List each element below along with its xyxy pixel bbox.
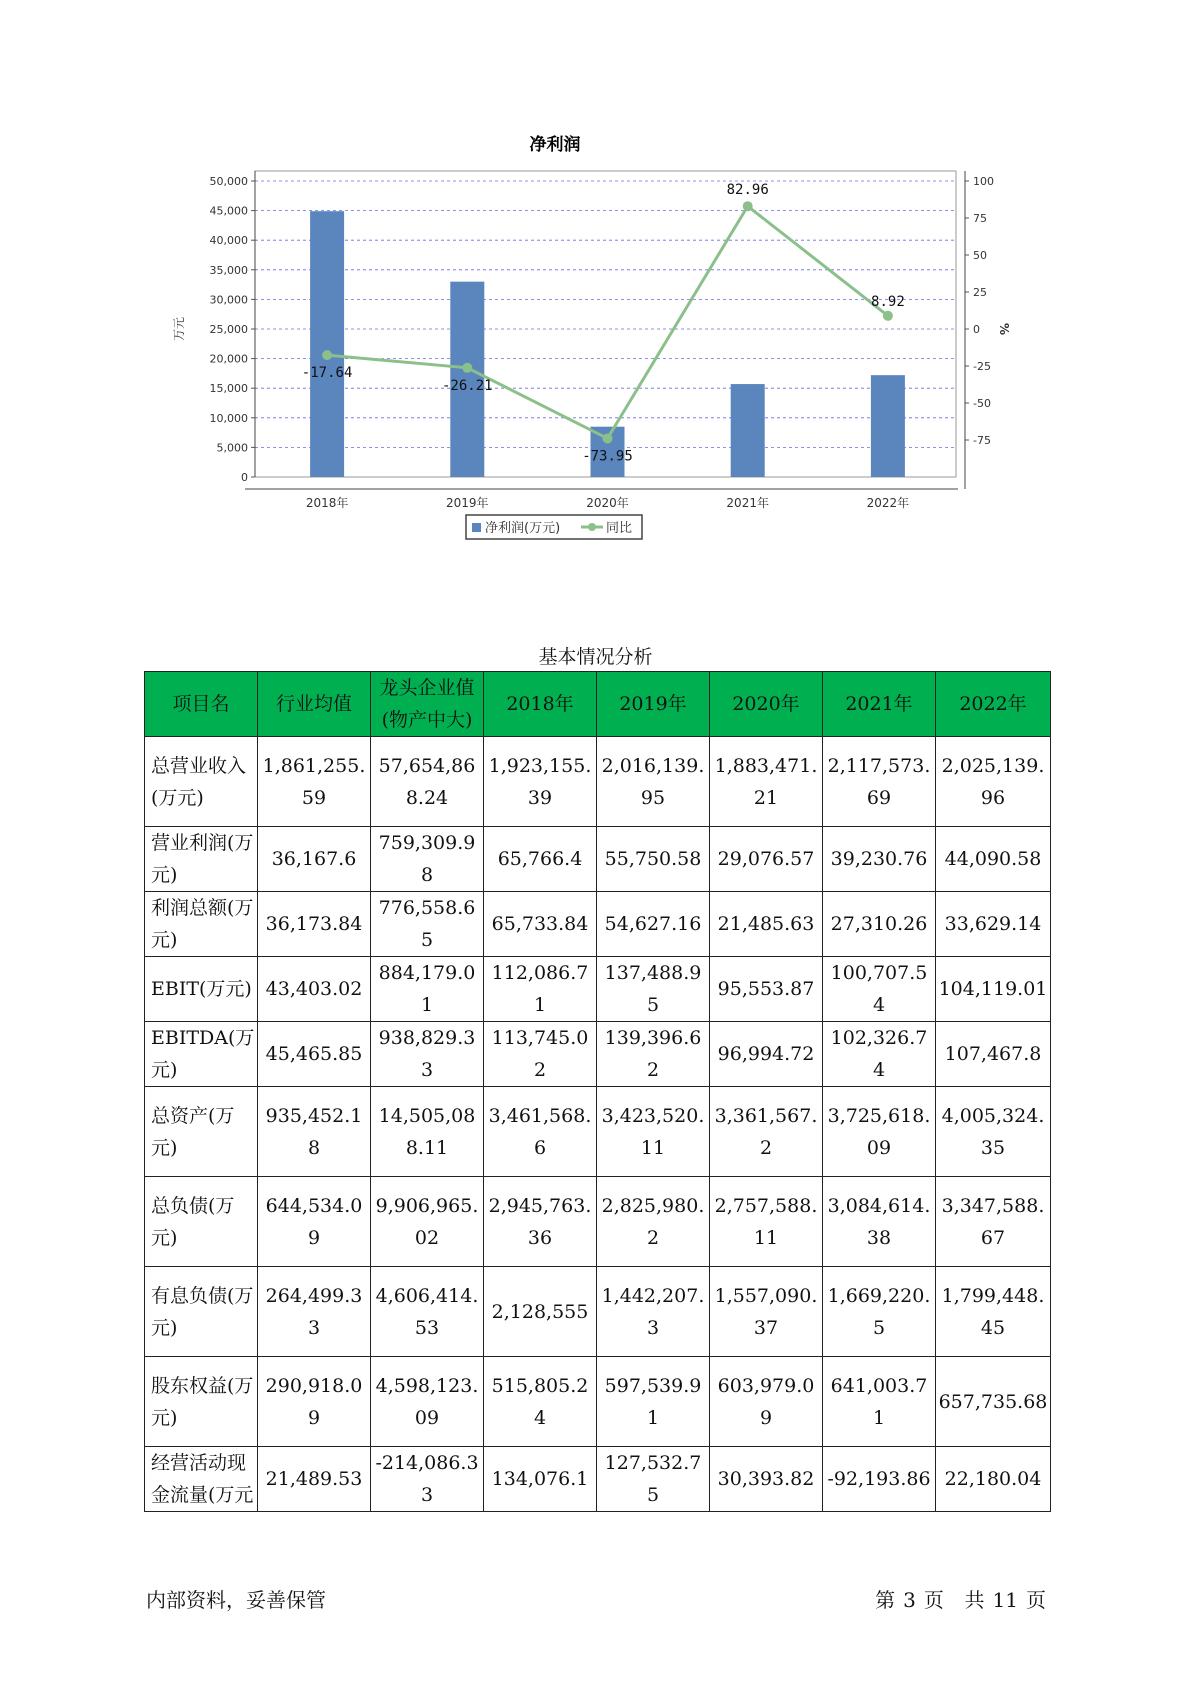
row-label: 总负债(万元) <box>145 1177 258 1267</box>
table-cell: 29,076.57 <box>710 827 823 892</box>
header-cell: 2018年 <box>484 672 597 737</box>
footer-page-info <box>871 1584 1050 1613</box>
table-cell: 597,539.91 <box>597 1357 710 1447</box>
table-cell: 139,396.62 <box>597 1022 710 1087</box>
growth-point <box>883 311 893 321</box>
table-cell: 14,505,088.11 <box>371 1087 484 1177</box>
row-label: EBIT(万元) <box>145 957 258 1022</box>
x-tick-label: 2021年 <box>726 496 769 510</box>
x-tick-label: 2022年 <box>866 496 910 510</box>
table-cell: -214,086.33 <box>371 1447 484 1512</box>
table-cell: 104,119.01 <box>936 957 1051 1022</box>
table-cell: 938,829.33 <box>371 1022 484 1087</box>
table-cell: 2,117,573.69 <box>823 737 936 827</box>
growth-data-label: -73.95 <box>582 448 633 465</box>
table-cell: 264,499.33 <box>258 1267 371 1357</box>
table-cell: 44,090.58 <box>936 827 1051 892</box>
y-left-tick-label: 50,000 <box>209 175 248 188</box>
y-right-tick-label: 100 <box>973 175 994 188</box>
basic-analysis-table <box>144 671 1051 1512</box>
table-cell: 4,598,123.09 <box>371 1357 484 1447</box>
growth-data-label: -17.64 <box>301 365 353 382</box>
table-cell: 2,025,139.96 <box>936 737 1051 827</box>
table-cell: 2,825,980.2 <box>597 1177 710 1267</box>
header-cell: 龙头企业值(物产中大) <box>371 672 484 737</box>
y-left-tick-label: 15,000 <box>209 382 248 396</box>
y-left-axis-title: 万元 <box>172 316 186 342</box>
table-cell: 107,467.8 <box>936 1022 1051 1087</box>
y-left-tick-label: 10,000 <box>209 411 248 425</box>
growth-data-label: 82.96 <box>726 182 769 199</box>
table-cell: 22,180.04 <box>936 1447 1051 1512</box>
table-cell: 2,128,555 <box>484 1267 597 1357</box>
bar <box>310 211 344 477</box>
bar <box>871 375 905 477</box>
chart-canvas <box>150 130 1050 600</box>
header-cell: 2022年 <box>936 672 1051 737</box>
table-cell: 100,707.54 <box>823 957 936 1022</box>
legend-bar-swatch <box>472 523 481 532</box>
table-row <box>145 1022 1051 1087</box>
y-left-tick-label: 45,000 <box>209 204 248 218</box>
table-cell: 43,403.02 <box>258 957 371 1022</box>
table-row <box>145 1357 1051 1447</box>
table-cell: 1,799,448.45 <box>936 1267 1051 1357</box>
table-cell: 641,003.71 <box>823 1357 936 1447</box>
chart-title: 净利润 <box>529 135 581 155</box>
y-left-tick-label: 5,000 <box>216 441 248 455</box>
table-cell: 1,883,471.21 <box>710 737 823 827</box>
table-header-row <box>145 672 1051 737</box>
table-cell: 21,489.53 <box>258 1447 371 1512</box>
y-right-tick-label: 75 <box>973 212 987 225</box>
table-cell: 137,488.95 <box>597 957 710 1022</box>
y-left-tick-label: 30,000 <box>209 293 248 307</box>
y-left-tick-label: 20,000 <box>209 352 248 366</box>
growth-point <box>322 350 332 360</box>
table-row <box>145 1267 1051 1357</box>
y-left-tick-label: 35,000 <box>209 263 248 277</box>
y-right-tick-label: 0 <box>973 323 980 336</box>
table-cell: 3,725,618.09 <box>823 1087 936 1177</box>
table-row <box>145 737 1051 827</box>
total-unit: 页 <box>1026 1588 1046 1612</box>
table-row <box>145 1087 1051 1177</box>
table-cell: 1,442,207.3 <box>597 1267 710 1357</box>
growth-line <box>327 206 888 438</box>
table-cell: 127,532.75 <box>597 1447 710 1512</box>
table-cell: 1,557,090.37 <box>710 1267 823 1357</box>
table-cell: 290,918.09 <box>258 1357 371 1447</box>
growth-point <box>743 201 753 211</box>
table-cell: 96,994.72 <box>710 1022 823 1087</box>
header-cell: 2021年 <box>823 672 936 737</box>
page-prefix: 第 <box>875 1588 896 1612</box>
row-label: 利润总额(万元) <box>145 892 258 957</box>
header-cell: 项目名 <box>145 672 258 737</box>
x-tick-label: 2020年 <box>586 496 629 510</box>
table-row <box>145 1447 1051 1512</box>
table-cell: 36,173.84 <box>258 892 371 957</box>
table-cell: 657,735.68 <box>936 1357 1051 1447</box>
table-cell: 644,534.09 <box>258 1177 371 1267</box>
table-cell: 113,745.02 <box>484 1022 597 1087</box>
y-right-tick-label: -75 <box>973 434 991 447</box>
table-row <box>145 957 1051 1022</box>
table-cell: 3,361,567.2 <box>710 1087 823 1177</box>
legend-line-label: 同比 <box>606 521 633 536</box>
table-cell: 95,553.87 <box>710 957 823 1022</box>
table-row <box>145 892 1051 957</box>
header-cell: 行业均值 <box>258 672 371 737</box>
table-cell: 102,326.74 <box>823 1022 936 1087</box>
table-cell: 4,606,414.53 <box>371 1267 484 1357</box>
header-cell: 2019年 <box>597 672 710 737</box>
table-row <box>145 1177 1051 1267</box>
table-cell: 45,465.85 <box>258 1022 371 1087</box>
row-label: 营业利润(万元) <box>145 827 258 892</box>
bar <box>731 384 765 477</box>
total-prefix: 共 <box>964 1588 985 1612</box>
x-tick-label: 2019年 <box>446 496 489 510</box>
y-left-tick-label: 0 <box>241 471 248 484</box>
table-cell: 1,861,255.59 <box>258 737 371 827</box>
y-right-tick-label: 50 <box>973 249 987 262</box>
row-label: 总营业收入(万元) <box>145 737 258 827</box>
table-cell: 1,923,155.39 <box>484 737 597 827</box>
table-cell: 3,347,588.67 <box>936 1177 1051 1267</box>
y-left-tick-label: 25,000 <box>209 323 248 336</box>
table-cell: 603,979.09 <box>710 1357 823 1447</box>
table-cell: 57,654,868.24 <box>371 737 484 827</box>
page-number: 3 <box>903 1588 916 1612</box>
table-cell: 935,452.18 <box>258 1087 371 1177</box>
net-profit-chart <box>150 130 1050 600</box>
growth-point <box>603 433 613 443</box>
table-cell: 2,945,763.36 <box>484 1177 597 1267</box>
row-label: 股东权益(万元) <box>145 1357 258 1447</box>
header-cell: 2020年 <box>710 672 823 737</box>
growth-data-label: 8.92 <box>871 293 905 310</box>
table-cell: 39,230.76 <box>823 827 936 892</box>
table-cell: 65,733.84 <box>484 892 597 957</box>
table-cell: -92,193.86 <box>823 1447 936 1512</box>
table-cell: 4,005,324.35 <box>936 1087 1051 1177</box>
total-pages: 11 <box>992 1588 1018 1612</box>
row-label: EBITDA(万元) <box>145 1022 258 1087</box>
table-cell: 3,423,520.11 <box>597 1087 710 1177</box>
table-cell: 112,086.71 <box>484 957 597 1022</box>
table-cell: 884,179.01 <box>371 957 484 1022</box>
table-cell: 54,627.16 <box>597 892 710 957</box>
y-right-tick-label: 25 <box>973 286 987 299</box>
x-tick-label: 2018年 <box>305 496 349 510</box>
footer-confidential: 内部资料，妥善保管 <box>146 1588 326 1612</box>
row-label: 总资产(万元) <box>145 1087 258 1177</box>
table-cell: 2,016,139.95 <box>597 737 710 827</box>
y-right-axis-title: % <box>997 322 1011 336</box>
table-cell: 515,805.24 <box>484 1357 597 1447</box>
table-cell: 27,310.26 <box>823 892 936 957</box>
table-cell: 30,393.82 <box>710 1447 823 1512</box>
table-title: 基本情况分析 <box>538 646 653 668</box>
table-cell: 2,757,588.11 <box>710 1177 823 1267</box>
growth-data-label: -26.21 <box>442 377 493 394</box>
table-row <box>145 827 1051 892</box>
growth-point <box>462 363 472 373</box>
y-right-tick-label: -50 <box>973 397 991 410</box>
table-cell: 759,309.98 <box>371 827 484 892</box>
table-cell: 1,669,220.5 <box>823 1267 936 1357</box>
y-right-tick-label: -25 <box>973 360 991 373</box>
table-cell: 134,076.1 <box>484 1447 597 1512</box>
legend-line-marker <box>588 523 596 531</box>
table-cell: 33,629.14 <box>936 892 1051 957</box>
row-label: 经营活动现金流量(万元 <box>145 1447 258 1512</box>
table-cell: 3,084,614.38 <box>823 1177 936 1267</box>
table-cell: 9,906,965.02 <box>371 1177 484 1267</box>
table-cell: 36,167.6 <box>258 827 371 892</box>
table-cell: 55,750.58 <box>597 827 710 892</box>
page-unit: 页 <box>923 1588 944 1612</box>
row-label: 有息负债(万元) <box>145 1267 258 1357</box>
table-cell: 65,766.4 <box>484 827 597 892</box>
legend-bar-label: 净利润(万元) <box>485 521 561 536</box>
table-cell: 3,461,568.6 <box>484 1087 597 1177</box>
y-left-tick-label: 40,000 <box>209 234 248 248</box>
table-cell: 21,485.63 <box>710 892 823 957</box>
table-cell: 776,558.65 <box>371 892 484 957</box>
